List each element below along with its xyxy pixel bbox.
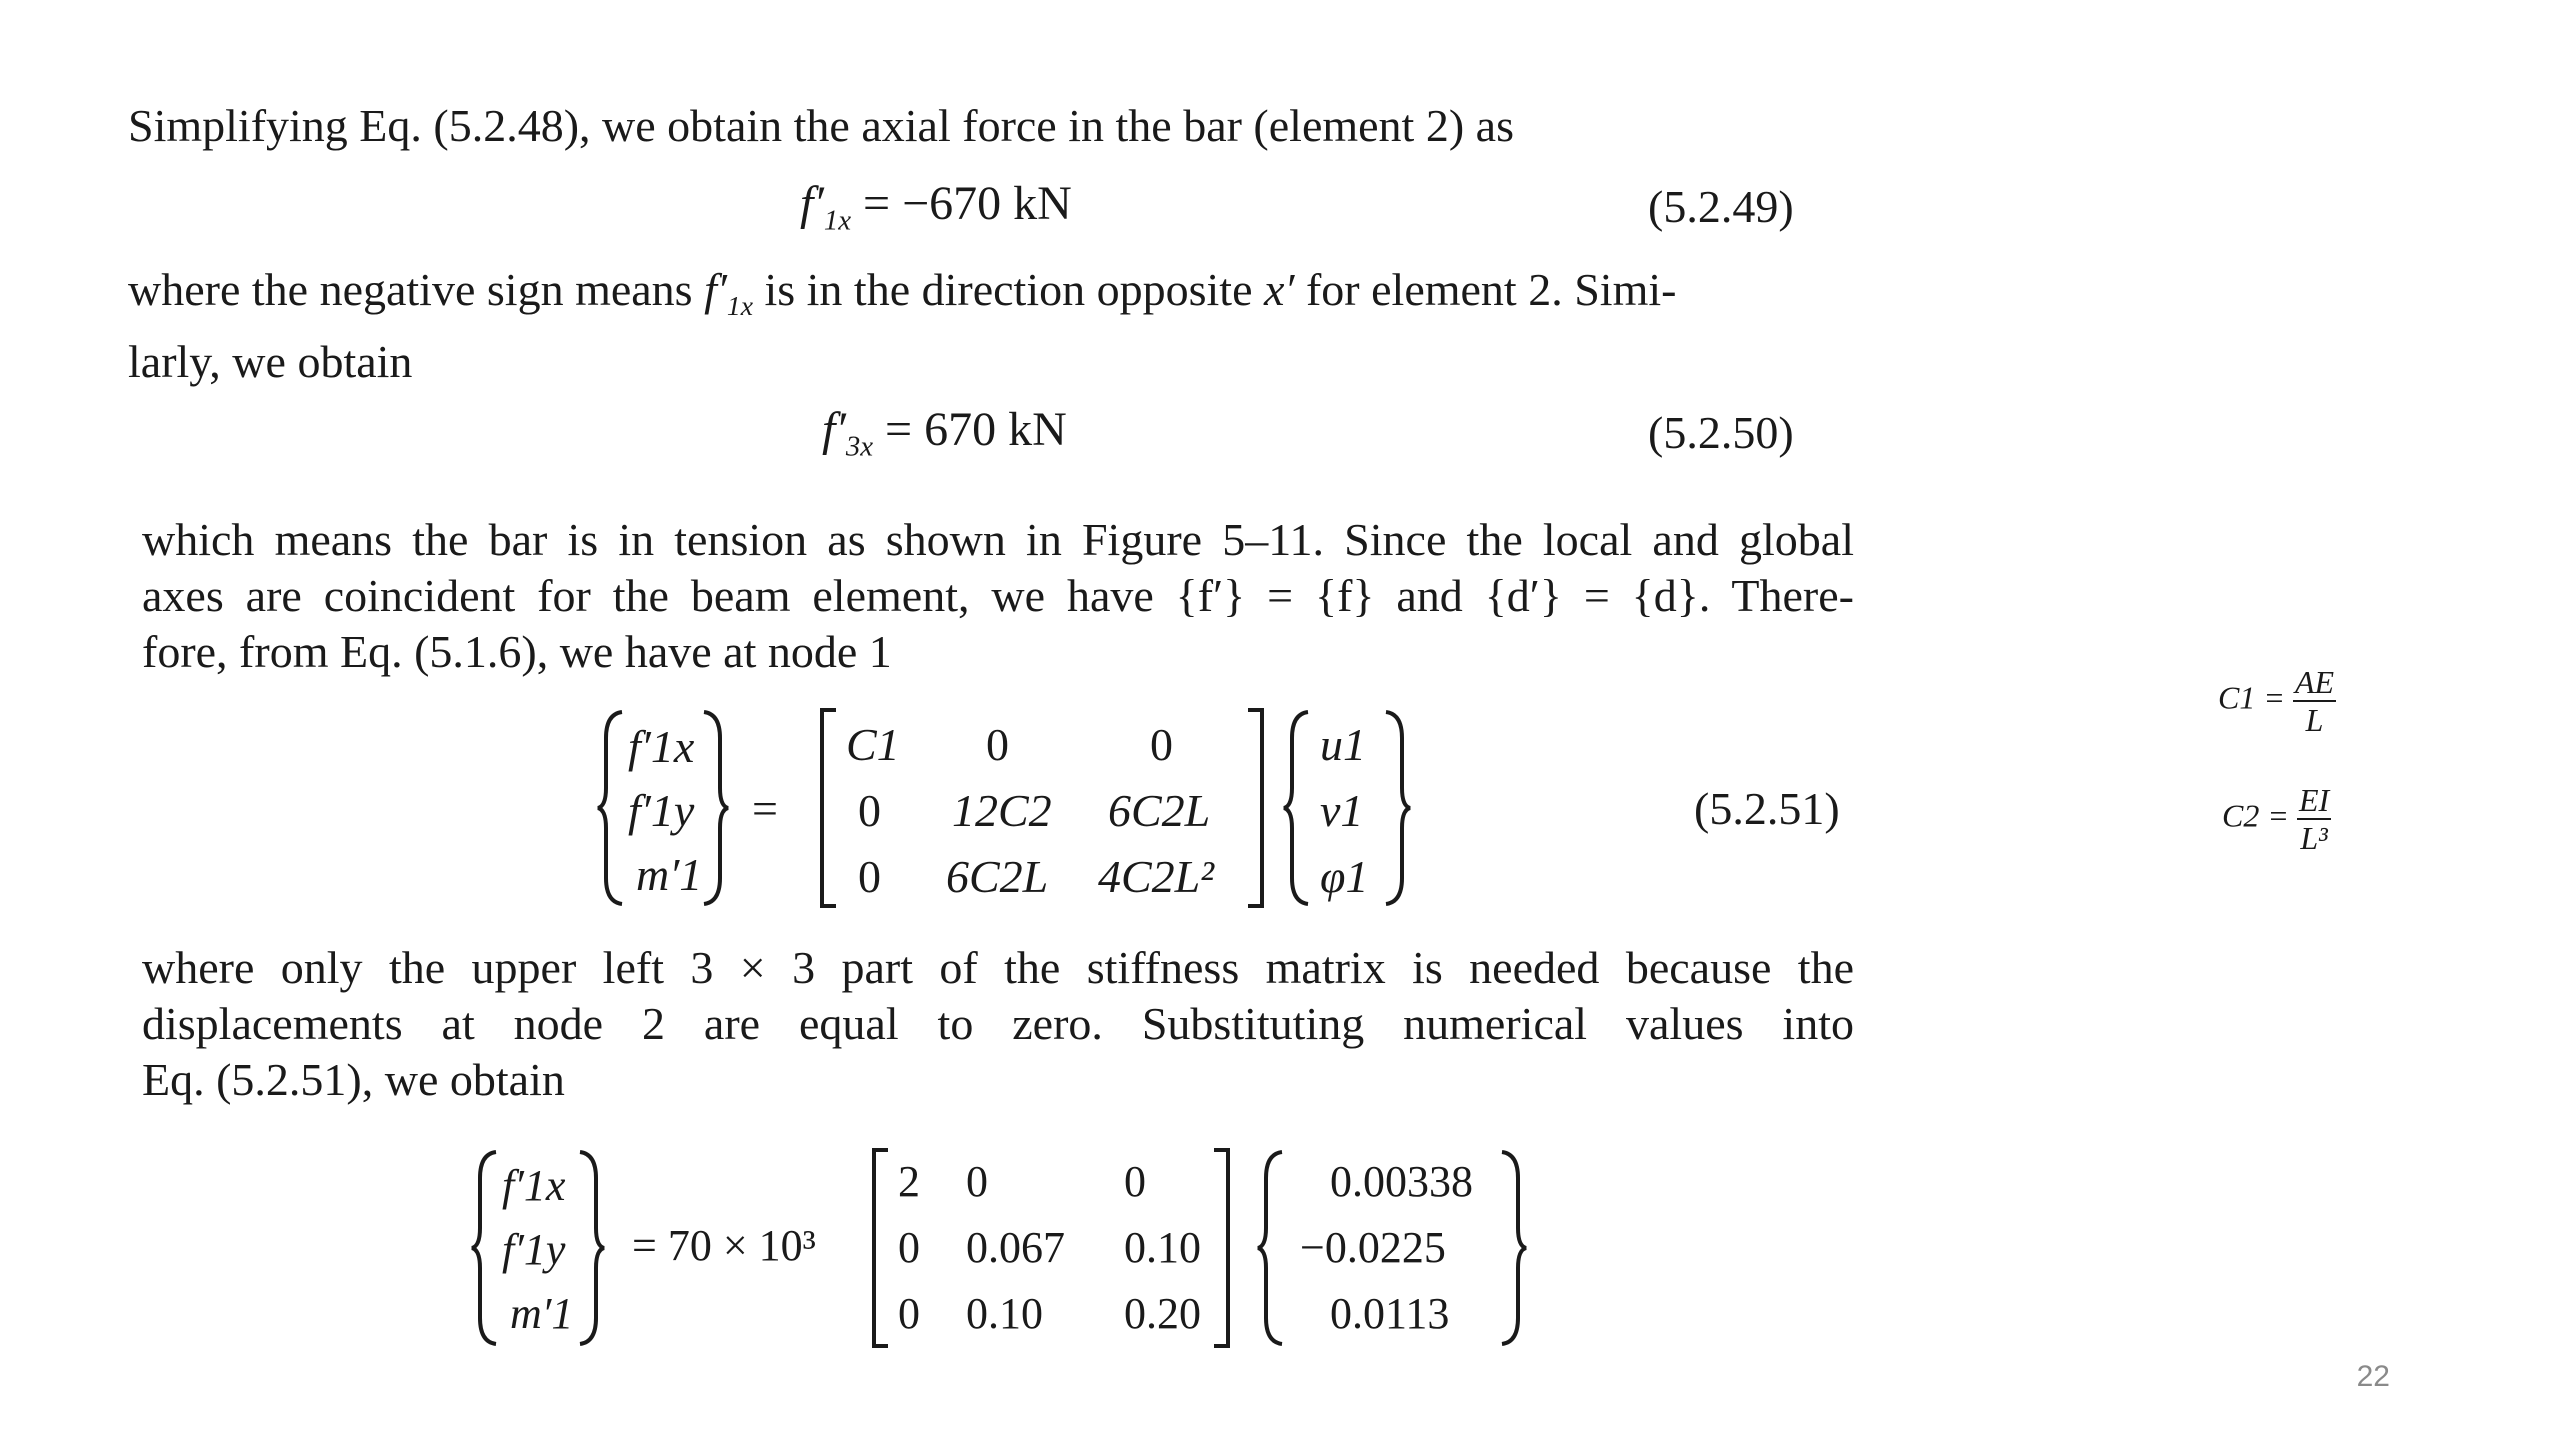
matrix-cell-2-0: 0 (858, 851, 881, 902)
vector-cell-1: v1 (1320, 785, 1364, 836)
para2-post: is in the direction opposite (752, 264, 1264, 315)
equation-number-5-2-51: (5.2.51) (1694, 783, 1840, 834)
numeric-matrix-0-2: 0 (1124, 1157, 1146, 1206)
matrix-cell-1-1: 12C2 (952, 785, 1052, 836)
vector-cell-2: φ1 (1320, 851, 1369, 902)
numeric-matrix-0-0: 2 (898, 1157, 920, 1206)
matrix-cell-0-0: C1 (846, 719, 900, 770)
paragraph-negative-sign-line2: larly, we obtain (128, 336, 413, 388)
numeric-matrix-2-2: 0.20 (1124, 1289, 1201, 1338)
eq-5250-sub: 3x (845, 430, 874, 463)
left-brace-icon (470, 1148, 500, 1348)
eq-5251-equals: = (752, 783, 778, 834)
matrix-cell-2-1: 6C2L (946, 851, 1049, 902)
numeric-matrix-2-1: 0.10 (966, 1289, 1043, 1338)
side-note-c2-denominator: L³ (2300, 820, 2328, 856)
para2-sym: f′ (704, 264, 727, 315)
eq-5251-lhs-0: f′1x (628, 721, 695, 772)
vector-cell-0: u1 (1320, 719, 1366, 770)
right-bracket-icon (1212, 1148, 1232, 1348)
numeric-vector-1: −0.0225 (1300, 1223, 1446, 1272)
side-note-c1-lhs: C1 = (2218, 679, 2285, 716)
numeric-lhs-2: m′1 (510, 1289, 574, 1338)
paragraph-stiffness-line1: where only the upper left 3 × 3 part of the stiffness matrix is needed because the (142, 942, 1854, 993)
eq-5249-rhs: = −670 kN (863, 177, 1072, 230)
matrix-cell-1-2: 6C2L (1108, 785, 1211, 836)
paragraph-stiffness-line3: Eq. (5.2.51), we obtain (142, 1054, 565, 1105)
matrix-cell-0-2: 0 (1150, 719, 1173, 770)
paragraph-tension-line3: fore, from Eq. (5.1.6), we have at node 1 (142, 626, 892, 677)
para2-x: x′ (1264, 264, 1295, 315)
matrix-cell-1-0: 0 (858, 785, 881, 836)
eq-5249-sub: 1x (823, 204, 852, 237)
right-brace-icon (1498, 1148, 1528, 1348)
para2-pre: where the negative sign means (128, 264, 705, 315)
side-note-c1-numerator: AE (2294, 664, 2335, 700)
paragraph-stiffness-line2: displacements at node 2 are equal to zero. Substituting numerical values into (142, 998, 1854, 1049)
equation-number-5-2-49: (5.2.49) (1648, 181, 1794, 232)
numeric-coefficient: = 70 × 10³ (632, 1221, 816, 1270)
eq-5250-rhs: = 670 kN (885, 403, 1067, 456)
eq-5250-lhs: f′ (822, 403, 846, 456)
para2-end: for element 2. Simi- (1294, 264, 1677, 315)
paragraph-intro-text: Simplifying Eq. (5.2.48), we obtain the axial force in the bar (element 2) as (128, 100, 1514, 151)
side-note-c2-numerator: EI (2298, 782, 2330, 818)
numeric-matrix-1-2: 0.10 (1124, 1223, 1201, 1272)
eq-5251-lhs-1: f′1y (628, 785, 695, 836)
numeric-vector-2: 0.0113 (1330, 1289, 1450, 1338)
eq-5249-lhs: f′ (800, 177, 824, 230)
equation-number-5-2-50: (5.2.50) (1648, 407, 1794, 458)
right-brace-icon (576, 1148, 606, 1348)
paragraph-tension-line1: which means the bar is in tension as shown in Figure 5–11. Since the local and global (142, 514, 1854, 565)
eq-5251-lhs-2: m′1 (636, 849, 703, 900)
numeric-matrix-0-1: 0 (966, 1157, 988, 1206)
numeric-lhs-0: f′1x (502, 1161, 566, 1210)
matrix-cell-2-2: 4C2L² (1098, 851, 1215, 902)
paragraph-tension-line2: axes are coincident for the beam element, we have {f′} = {f} and {d′} = {d}. There- (142, 570, 1854, 621)
left-brace-icon (1256, 1148, 1286, 1348)
page-number: 22 (2356, 1360, 2390, 1393)
side-note-c1-denominator: L (2305, 702, 2324, 738)
matrix-cell-0-1: 0 (986, 719, 1009, 770)
side-note-c2-lhs: C2 = (2222, 797, 2289, 834)
para2-sub: 1x (726, 290, 753, 322)
numeric-matrix-1-0: 0 (898, 1223, 920, 1272)
numeric-vector-0: 0.00338 (1330, 1157, 1473, 1206)
numeric-matrix-2-0: 0 (898, 1289, 920, 1338)
numeric-lhs-1: f′1y (502, 1225, 566, 1274)
numeric-matrix-1-1: 0.067 (966, 1223, 1065, 1272)
left-bracket-icon (870, 1148, 890, 1348)
